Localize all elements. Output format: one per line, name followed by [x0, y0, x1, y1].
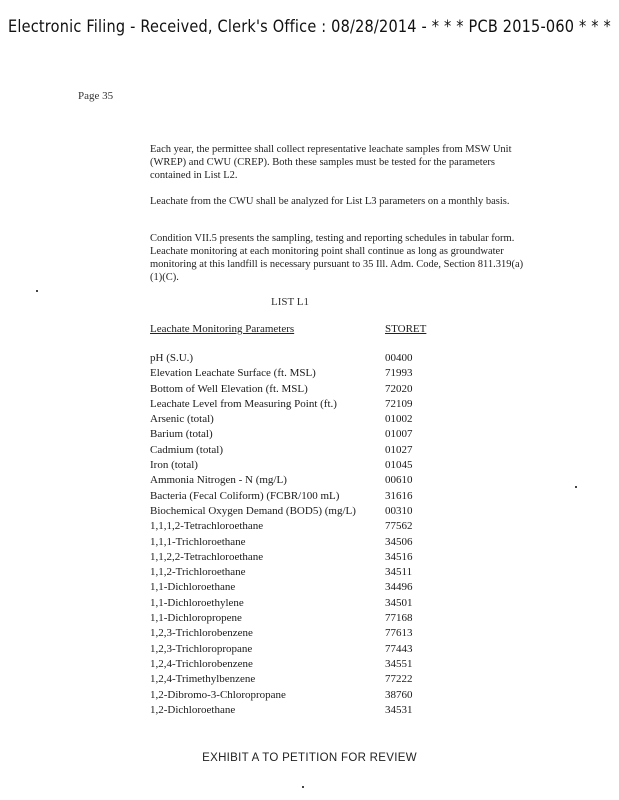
- paragraph-condition-vii5: Condition VII.5 presents the sampling, testing and reporting schedules in tabular form. Leachate monitoring at each monitoring point shall continue as long as groundwater monitoring at this landfill is necessary pursuant to 35 Ill. Adm. Code, Section 811.319(a)(1)(C).: [150, 233, 524, 283]
- storet-code: 38760: [385, 688, 413, 701]
- table-row: [150, 565, 420, 580]
- storet-code: 34506: [385, 535, 413, 548]
- table-header-parameters: Leachate Monitoring Parameters: [150, 323, 295, 335]
- parameter-name: Bacteria (Fecal Coliform) (FCBR/100 mL): [150, 489, 340, 502]
- parameter-name: Barium (total): [150, 428, 213, 441]
- table-row: [150, 382, 420, 397]
- storet-code: 01027: [385, 443, 413, 456]
- table-row: [150, 473, 420, 488]
- table-row: [150, 427, 420, 442]
- storet-code: 34531: [385, 703, 413, 716]
- storet-code: 34501: [385, 596, 413, 609]
- parameter-name: 1,1,1,2-Tetrachloroethane: [150, 520, 264, 533]
- scan-speck: [302, 786, 304, 788]
- storet-code: 77613: [385, 627, 413, 640]
- scan-speck: [36, 290, 38, 292]
- table-header-storet: STORET: [385, 323, 427, 335]
- parameter-name: 1,2,4-Trimethylbenzene: [150, 673, 256, 686]
- storet-code: 34551: [385, 657, 413, 670]
- table-row: [150, 519, 420, 534]
- storet-code: 77562: [385, 520, 413, 533]
- parameter-name: Iron (total): [150, 459, 198, 472]
- storet-code: 01002: [385, 413, 413, 426]
- table-row: [150, 458, 420, 473]
- table-row: [150, 351, 420, 366]
- table-row: [150, 611, 420, 626]
- parameter-name: 1,2,3-Trichloropropane: [150, 642, 253, 655]
- paragraph-cwu-analysis: Leachate from the CWU shall be analyzed for List L3 parameters on a monthly basis.: [150, 196, 510, 207]
- table-row: [150, 550, 420, 565]
- table-row: [150, 657, 420, 672]
- exhibit-footer: EXHIBIT A TO PETITION FOR REVIEW: [202, 752, 417, 764]
- parameter-name: Biochemical Oxygen Demand (BOD5) (mg/L): [150, 504, 356, 517]
- table-row: [150, 642, 420, 657]
- parameter-table: [150, 351, 420, 718]
- table-row: [150, 443, 420, 458]
- parameter-name: Leachate Level from Measuring Point (ft.): [150, 397, 337, 410]
- table-row: [150, 489, 420, 504]
- parameter-name: 1,2-Dichloroethane: [150, 703, 236, 716]
- paragraph-sampling: Each year, the permittee shall collect representative leachate samples from MSW Unit (WREP) and CWU (CREP). Both these samples must be tested for the parameters contained in List L2.: [150, 144, 512, 181]
- scan-speck: [575, 486, 577, 488]
- storet-code: 01007: [385, 428, 413, 441]
- parameter-name: 1,1,2,2-Tetrachloroethane: [150, 550, 264, 563]
- storet-code: 34496: [385, 581, 413, 594]
- parameter-name: pH (S.U.): [150, 352, 194, 364]
- parameter-name: 1,1,2-Trichloroethane: [150, 566, 246, 579]
- storet-code: 72109: [385, 397, 413, 410]
- storet-code: 71993: [385, 367, 413, 380]
- table-row: [150, 626, 420, 641]
- storet-code: 00400: [385, 352, 413, 364]
- table-row: [150, 596, 420, 611]
- filing-stamp-header: Electronic Filing - Received, Clerk's Office : 08/28/2014 - * * * PCB 2015-060 * * *: [8, 18, 611, 37]
- table-row: [150, 672, 420, 687]
- table-row: [150, 688, 420, 703]
- storet-code: 00610: [385, 474, 413, 487]
- parameter-name: 1,1-Dichloroethane: [150, 581, 236, 594]
- storet-code: 72020: [385, 382, 413, 395]
- parameter-name: 1,2,4-Trichlorobenzene: [150, 657, 253, 670]
- storet-code: 31616: [385, 489, 413, 502]
- storet-code: 77168: [385, 612, 413, 625]
- storet-code: 34516: [385, 550, 413, 563]
- storet-code: 34511: [385, 566, 413, 579]
- parameter-name: 1,1-Dichloropropene: [150, 612, 242, 625]
- parameter-name: 1,2-Dibromo-3-Chloropropane: [150, 688, 286, 701]
- storet-code: 77443: [385, 642, 413, 655]
- table-row: [150, 580, 420, 595]
- table-row: [150, 412, 420, 427]
- storet-code: 00310: [385, 504, 413, 517]
- parameter-name: Bottom of Well Elevation (ft. MSL): [150, 382, 308, 395]
- parameter-name: 1,2,3-Trichlorobenzene: [150, 627, 253, 640]
- parameter-name: Ammonia Nitrogen - N (mg/L): [150, 474, 287, 487]
- parameter-name: Elevation Leachate Surface (ft. MSL): [150, 367, 316, 380]
- storet-code: 01045: [385, 459, 413, 472]
- table-row: [150, 535, 420, 550]
- page-number: Page 35: [78, 90, 114, 102]
- table-row: [150, 504, 420, 519]
- table-row: [150, 366, 420, 381]
- storet-code: 77222: [385, 673, 413, 686]
- parameter-name: 1,1-Dichloroethylene: [150, 596, 244, 609]
- table-row: [150, 397, 420, 412]
- parameter-name: 1,1,1-Trichloroethane: [150, 535, 246, 548]
- list-title: LIST L1: [271, 296, 309, 308]
- parameter-name: Cadmium (total): [150, 443, 224, 456]
- table-row: [150, 703, 420, 718]
- parameter-name: Arsenic (total): [150, 413, 214, 426]
